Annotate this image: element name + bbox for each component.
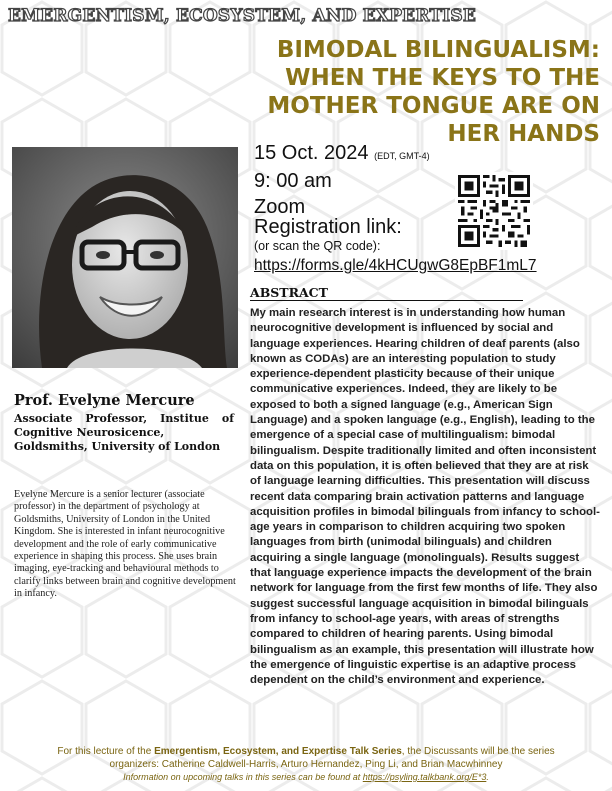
- footer-line-2: organizers: Catherine Caldwell-Harris, Arturo Hernandez, Ping Li, and Brian Macwhinney: [109, 758, 503, 770]
- event-date: [254, 142, 430, 165]
- speaker-photo: [12, 147, 238, 368]
- abstract-text: My main research interest is in understanding how human neurocognitive development is influenced by social and language experiences. Hearing children of deaf parents (also known as CODAs) are an interesting population to study experience-dependent plasticity because of their unique communicative experiences. Indeed, they are likely to be exposed to both a signed language (e.g., American Sign Language) and a spoken language (e.g., English), leading to the emergence of a special case of multilingualism: bimodal bilingualism. Despite traditionally limited and often inconsistent data on this population, it is often believed that they are at risk of language learning difficulties. This presentation will discuss recent data comparing brain activation patterns and language acquisition profiles in bimodal bilinguals from infancy to school-age years in comparison to children acquiring two spoken languages from birth (unimodal bilinguals) and children acquiring a single language (monolinguals). Results suggest that language experience impacts the development of the brain network for language from the first few months of life. They also suggest successful language acquisition in bimodal bilinguals from infancy to school-age years, with areas of strengths compared to children of hearing parents. Using bimodal bilingualism as an example, this presentation will illustrate how the emergence of linguistic expertise is an adaptive process dependent on the child’s environment and experience.: [250, 307, 600, 687]
- affiliation-line: Cognitive Neurosicence,: [14, 426, 165, 439]
- event-time: 9: 00 am: [254, 170, 332, 192]
- talk-title-line: BIMODAL BILINGUALISM:: [276, 37, 600, 63]
- abstract-heading: ABSTRACT: [250, 285, 523, 301]
- footer-line-1: [0, 746, 612, 759]
- footer-suffix: , the Discussants will be the series: [401, 746, 555, 757]
- footer-series-link[interactable]: https://psyling.talkbank.org/E*3: [362, 772, 487, 782]
- speaker-bio: Evelyne Mercure is a senior lecturer (associate professor) in the department of psychology at Goldsmiths, University of London in the United Kingdom. She is interested in infant neurocognitive development and the role of early communicative experience in shaping this process. She uses brain imaging, eye-tracking and behavioural methods to clarify links between brain and cognitive development in infancy.: [14, 489, 236, 600]
- qr-code-icon[interactable]: [455, 172, 533, 250]
- speaker-name: Prof. Evelyne Mercure: [14, 392, 195, 409]
- footer: [0, 746, 612, 784]
- affiliation-line: Associate Professor, Institue of: [14, 412, 234, 425]
- talk-title-line: WHEN THE KEYS TO THE: [285, 65, 600, 91]
- talk-title-line: MOTHER TONGUE ARE ON: [267, 93, 600, 119]
- footer-info-prefix: Information on upcoming talks in this series can be found at: [123, 772, 363, 782]
- speaker-affiliation: [14, 412, 234, 454]
- affiliation-line: Goldsmiths, University of London: [14, 440, 221, 453]
- series-title: EMERGENTISM, ECOSYSTEM, AND EXPERTISE: [8, 6, 477, 26]
- qr-note: (or scan the QR code):: [254, 239, 381, 253]
- footer-series-name: Emergentism, Ecosystem, and Expertise Talk Series: [154, 746, 402, 757]
- footer-line-3: [0, 771, 612, 784]
- event-platform: Zoom: [254, 196, 306, 218]
- event-date-value: 15 Oct. 2024: [254, 142, 369, 164]
- registration-label: Registration link:: [254, 216, 402, 238]
- footer-prefix: For this lecture of the: [57, 746, 155, 757]
- footer-info-suffix: .: [486, 772, 489, 782]
- talk-title: [220, 36, 600, 148]
- registration-link[interactable]: https://forms.gle/4kHCUgwG8EpBF1mL7: [254, 257, 537, 274]
- event-timezone: (EDT, GMT-4): [374, 151, 430, 161]
- talk-title-line: HER HANDS: [447, 121, 600, 147]
